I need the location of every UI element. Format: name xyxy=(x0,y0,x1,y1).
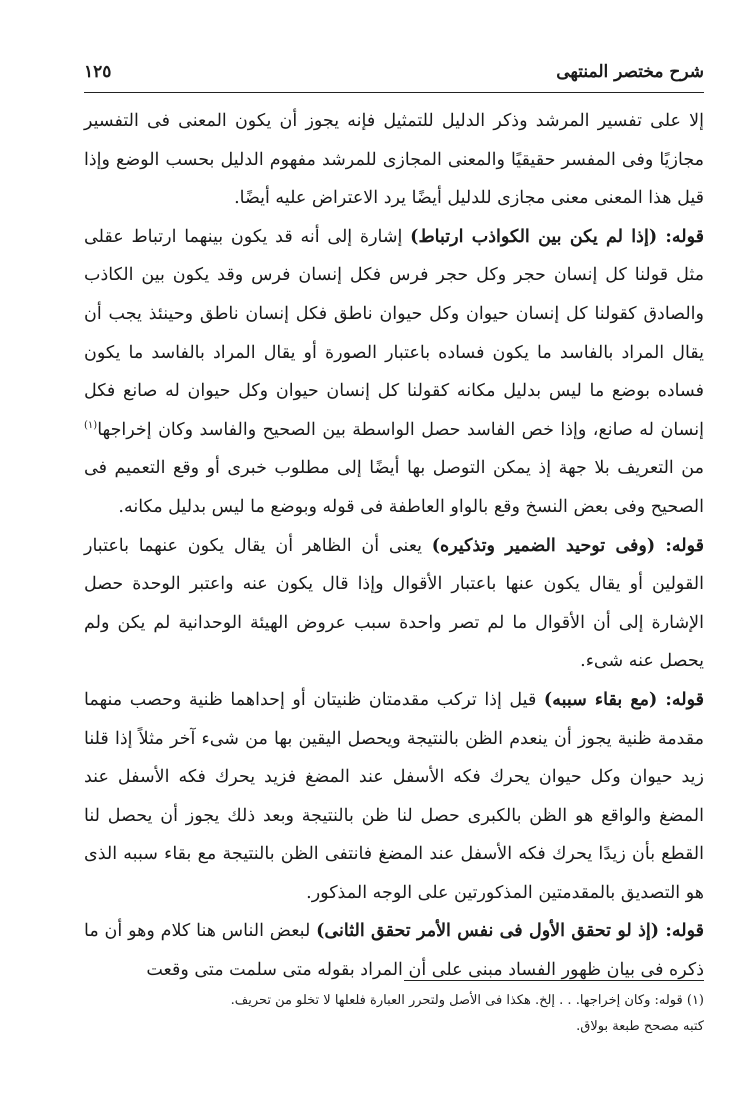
paragraph-text: يعنى أن الظاهر أن يقال يكون عنهما باعتبار القولين أو يقال يكون عنها باعتبار الأقوال وإذا قال يكون عنه واعتبر الوحدة حصل الإشارة إلى أن الأقوال ما لم تصر واحدة سبب عروض الهيئة الوحدانية لم يكن ولم يحصل عنه شىء. xyxy=(84,535,704,672)
footnote-line: (١) قوله: وكان إخراجها. . . إلخ. هكذا فى الأصل ولتحرر العبارة فلعلها لا تخلو من تحريف. xyxy=(230,993,704,1008)
paragraph-text: قيل إذا تركب مقدمتان ظنيتان أو إحداهما ظنية وحصب منهما مقدمة ظنية يجوز أن ينعدم الظن بالنتيجة ويحصل اليقين بها من شىء آخر مثلاً إذا قلنا زيد حيوان وكل حيوان يحرك فكه الأسفل عند المضغ فزيد يحرك فكه الأسفل عند المضغ والواقع هو الظن بالكبرى حصل لنا ظن بالنتيجة وبعد ذلك يجوز أن يحصل لنا القطع بأن زيدًا يحرك فكه الأسفل عند المضغ فانتفى الظن بالنتيجة مع بقاء سببه الذى هو التصديق بالمقدمتين المذكورتين على الوجه المذكور. xyxy=(84,689,704,903)
paragraph-text: لبعض الناس هنا كلام وهو أن ما ذكره فى بيان ظهور الفساد مبنى على أن المراد بقوله متى سلمت متى وقعت xyxy=(84,921,704,981)
footnote xyxy=(84,988,704,1040)
paragraph xyxy=(84,912,704,989)
paragraph-lead: قوله: (إذ لو تحقق الأول فى نفس الأمر تحقق الثانى) xyxy=(316,921,704,942)
paragraph-text: إلا على تفسير المرشد وذكر الدليل للتمثيل فإنه يجوز أن يكون المعنى فى التفسير مجازيًا وفى المفسر حقيقيًا والمعنى المجازى للمرشد مفهوم الدليل بحسب الوضع وإذا قيل هذا المعنى معنى مجازى للدليل أيضًا يرد الاعتراض عليه أيضًا. xyxy=(84,111,704,209)
footnote-reference[interactable]: (١) xyxy=(84,419,98,431)
footnote-line: كتبه مصحح طبعة بولاق. xyxy=(576,1019,704,1034)
paragraph xyxy=(84,681,704,913)
main-text xyxy=(84,102,704,990)
paragraph xyxy=(84,218,704,527)
footnote-rule xyxy=(404,980,704,981)
page-header xyxy=(84,56,704,92)
paragraph-lead: قوله: (وفى توحيد الضمير وتذكيره) xyxy=(431,535,704,556)
paragraph xyxy=(84,102,704,218)
paragraph xyxy=(84,527,704,681)
page-number: ١٢٥ xyxy=(84,62,112,82)
paragraph-lead: قوله: (إذا لم يكن بين الكواذب ارتباط) xyxy=(410,226,704,247)
paragraph-text-continued: من التعريف بلا جهة إذ يمكن التوصل بها أيضًا إلى مطلوب خبرى أو وقع التعميم فى الصحيح وفى بعض النسخ وقع بالواو العاطفة فى قوله وبوضع ما ليس بدليل مكانه. xyxy=(84,458,704,517)
header-rule xyxy=(84,92,704,93)
paragraph-lead: قوله: (مع بقاء سببه) xyxy=(543,689,704,710)
book-title: شرح مختصر المنتهى xyxy=(556,62,704,82)
paragraph-text: إشارة إلى أنه قد يكون بينهما ارتباط عقلى مثل قولنا كل إنسان حجر وكل حجر فرس فكل إنسان فرس وقد يكون بين الكاذب والصادق كقولنا كل إنسان حيوان وكل حيوان ناطق فكل إنسان ناطق وحينئذ يجب أن يقال المراد بالفاسد ما يكون فساده باعتبار الصورة أو يقال المراد بالفاسد ما يكون فساده بوضع ما ليس بدليل مكانه كقولنا كل إنسان حيوان وكل حيوان له صانع فكل إنسان له صانع، وإذا خص الفاسد حصل الواسطة بين الصحيح والفاسد وكان إخراجها xyxy=(84,226,704,440)
